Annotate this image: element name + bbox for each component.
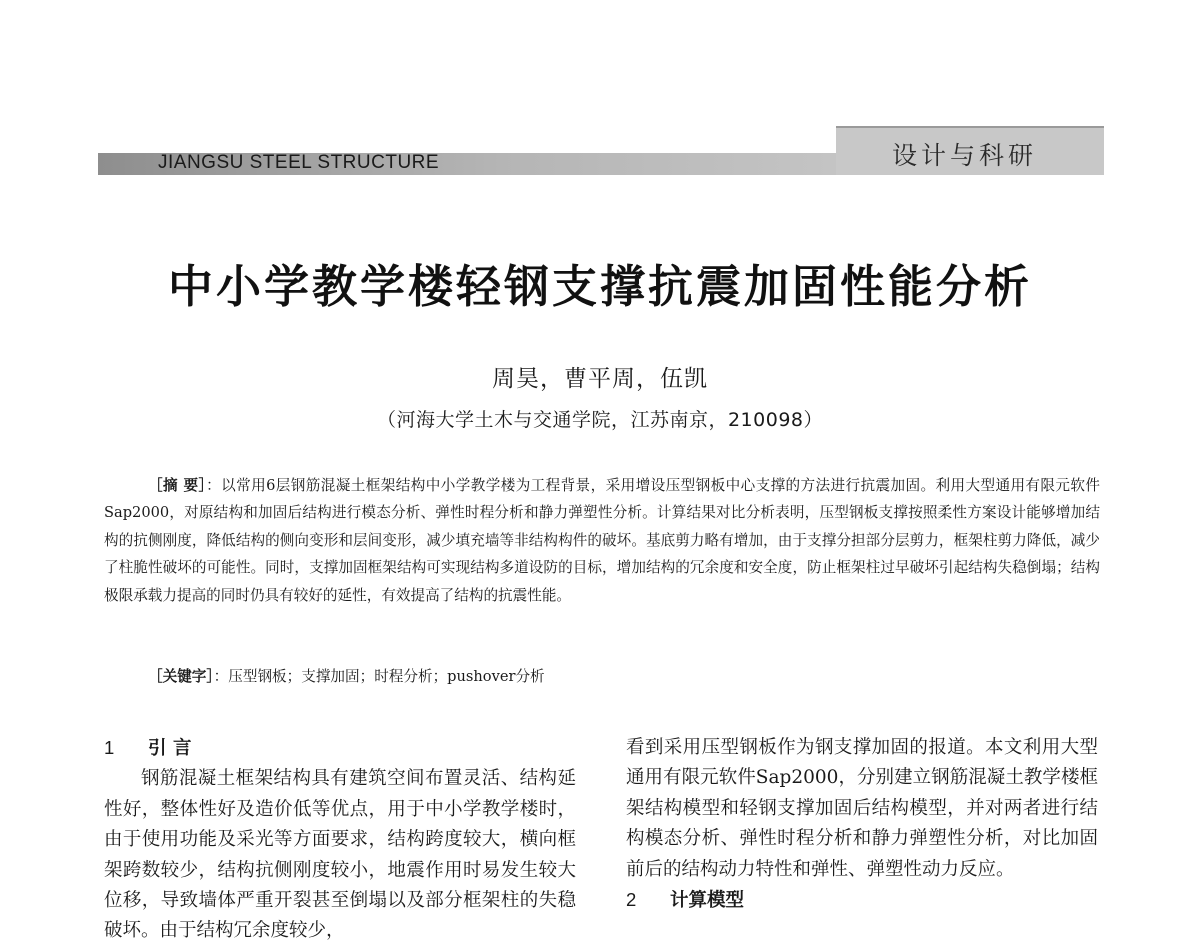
section-tab (836, 126, 1104, 175)
abstract-label: ［摘 要］ (148, 477, 207, 494)
section-heading-introduction (104, 733, 576, 764)
authors: 周昊，曹平周，伍凯 (492, 366, 708, 392)
affiliation: （河海大学土木与交通学院，江苏南京，210098） (376, 409, 824, 431)
section-title: 引 言 (148, 738, 192, 759)
paragraph: 钢筋混凝土框架结构具有建筑空间布置灵活、结构延性好，整体性好及造价低等优点，用于中小学教学楼时，由于使用功能及采光等方面要求，结构跨度较大，横向框架跨数较少，结构抗侧刚度较小，地震作用时易发生较大位移，导致墙体严重开裂甚至倒塌以及部分框架柱的失稳破坏。由于结构冗余度较少， (104, 768, 576, 942)
keywords-label: ［关键字］ (148, 668, 214, 685)
section-label: 设计与科研 (892, 141, 1038, 170)
abstract-text: ：以常用6层钢筋混凝土框架结构中小学教学楼为工程背景，采用增设压型钢板中心支撑的方法进行抗震加固。利用大型通用有限元软件Sap2000，对原结构和加固后结构进行模态分析、弹性时程分析和静力弹塑性分析。计算结果对比分析表明，压型钢板支撑按照柔性方案设计能够增加结构的抗侧刚度，降低结构的侧向变形和层间变形，减少填充墙等非结构构件的破坏。基底剪力略有增加，由于支撑分担部分层剪力，框架柱剪力降低，减少了柱脆性破坏的可能性。同时，支撑加固框架结构可实现结构多道设防的目标，增加结构的冗余度和安全度，防止框架柱过早破坏引起结构失稳倒塌；结构极限承载力提高的同时仍具有较好的延性，有效提高了结构的抗震性能。 (104, 477, 1101, 604)
keywords (148, 663, 545, 690)
section-number: 1 (104, 737, 115, 758)
section-title: 计算模型 (670, 890, 745, 912)
left-column (104, 733, 576, 947)
section-number: 2 (626, 889, 637, 911)
abstract (104, 472, 1100, 609)
journal-name: JIANGSU STEEL STRUCTURE (158, 152, 440, 173)
right-column (626, 733, 1098, 916)
article-title: 中小学教学楼轻钢支撑抗震加固性能分析 (167, 260, 1032, 313)
paragraph-continued: 看到采用压型钢板作为钢支撑加固的报道。本文利用大型通用有限元软件Sap2000，分别建立钢筋混凝土教学楼框架结构模型和轻钢支撑加固后结构模型，并对两者进行结构模态分析、弹性时程分析和静力弹塑性分析，对比加固前后的结构动力特性和弹性、弹塑性动力反应。 (626, 737, 1098, 880)
section-heading-model (626, 885, 1098, 916)
keywords-text: ：压型钢板；支撑加固；时程分析；pushover分析 (213, 668, 545, 685)
